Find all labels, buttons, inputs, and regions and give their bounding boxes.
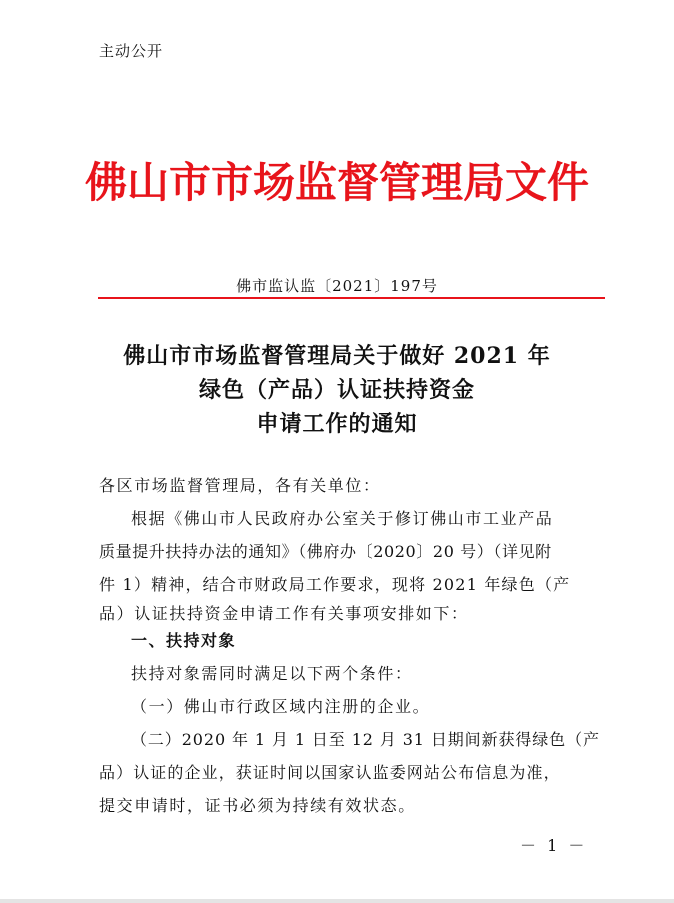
doc-title-line-3: 申请工作的通知	[256, 411, 418, 437]
document-number: 佛市监认监〔2021〕197号	[236, 277, 438, 295]
section-heading-1: 一、扶持对象	[131, 631, 237, 650]
intro-line-3: 件 1）精神，结合市财政局工作要求，现将 2021 年绿色（产	[99, 575, 571, 594]
masthead-title: 佛山市市场监督管理局文件	[84, 158, 589, 207]
condition-2-line-2: 品）认证的企业，获证时间以国家认监委网站公布信息为准，	[99, 763, 561, 782]
disclosure-label: 主动公开	[99, 42, 164, 60]
condition-2-line-3: 提交申请时，证书必须为持续有效状态。	[99, 796, 416, 815]
intro-line-1: 根据《佛山市人民政府办公室关于修订佛山市工业产品	[131, 509, 554, 528]
doc-title-line-2: 绿色（产品）认证扶持资金	[198, 377, 475, 403]
page-number: － 1 －	[520, 836, 588, 855]
condition-2-line-1: （二）2020 年 1 月 1 日至 12 月 31 日期间新获得绿色（产	[131, 730, 600, 749]
condition-1: （一）佛山市行政区域内注册的企业。	[131, 697, 431, 716]
masthead-divider	[98, 297, 605, 299]
page-bottom-edge	[0, 899, 674, 903]
salutation: 各区市场监督管理局，各有关单位：	[99, 476, 381, 495]
doc-title-line-1: 佛山市市场监督管理局关于做好 2021 年	[123, 343, 551, 369]
intro-line-4: 品）认证扶持资金申请工作有关事项安排如下：	[99, 604, 469, 623]
section1-intro: 扶持对象需同时满足以下两个条件：	[131, 664, 413, 683]
intro-line-2: 质量提升扶持办法的通知》（佛府办〔2020〕20 号）（详见附	[99, 542, 552, 561]
